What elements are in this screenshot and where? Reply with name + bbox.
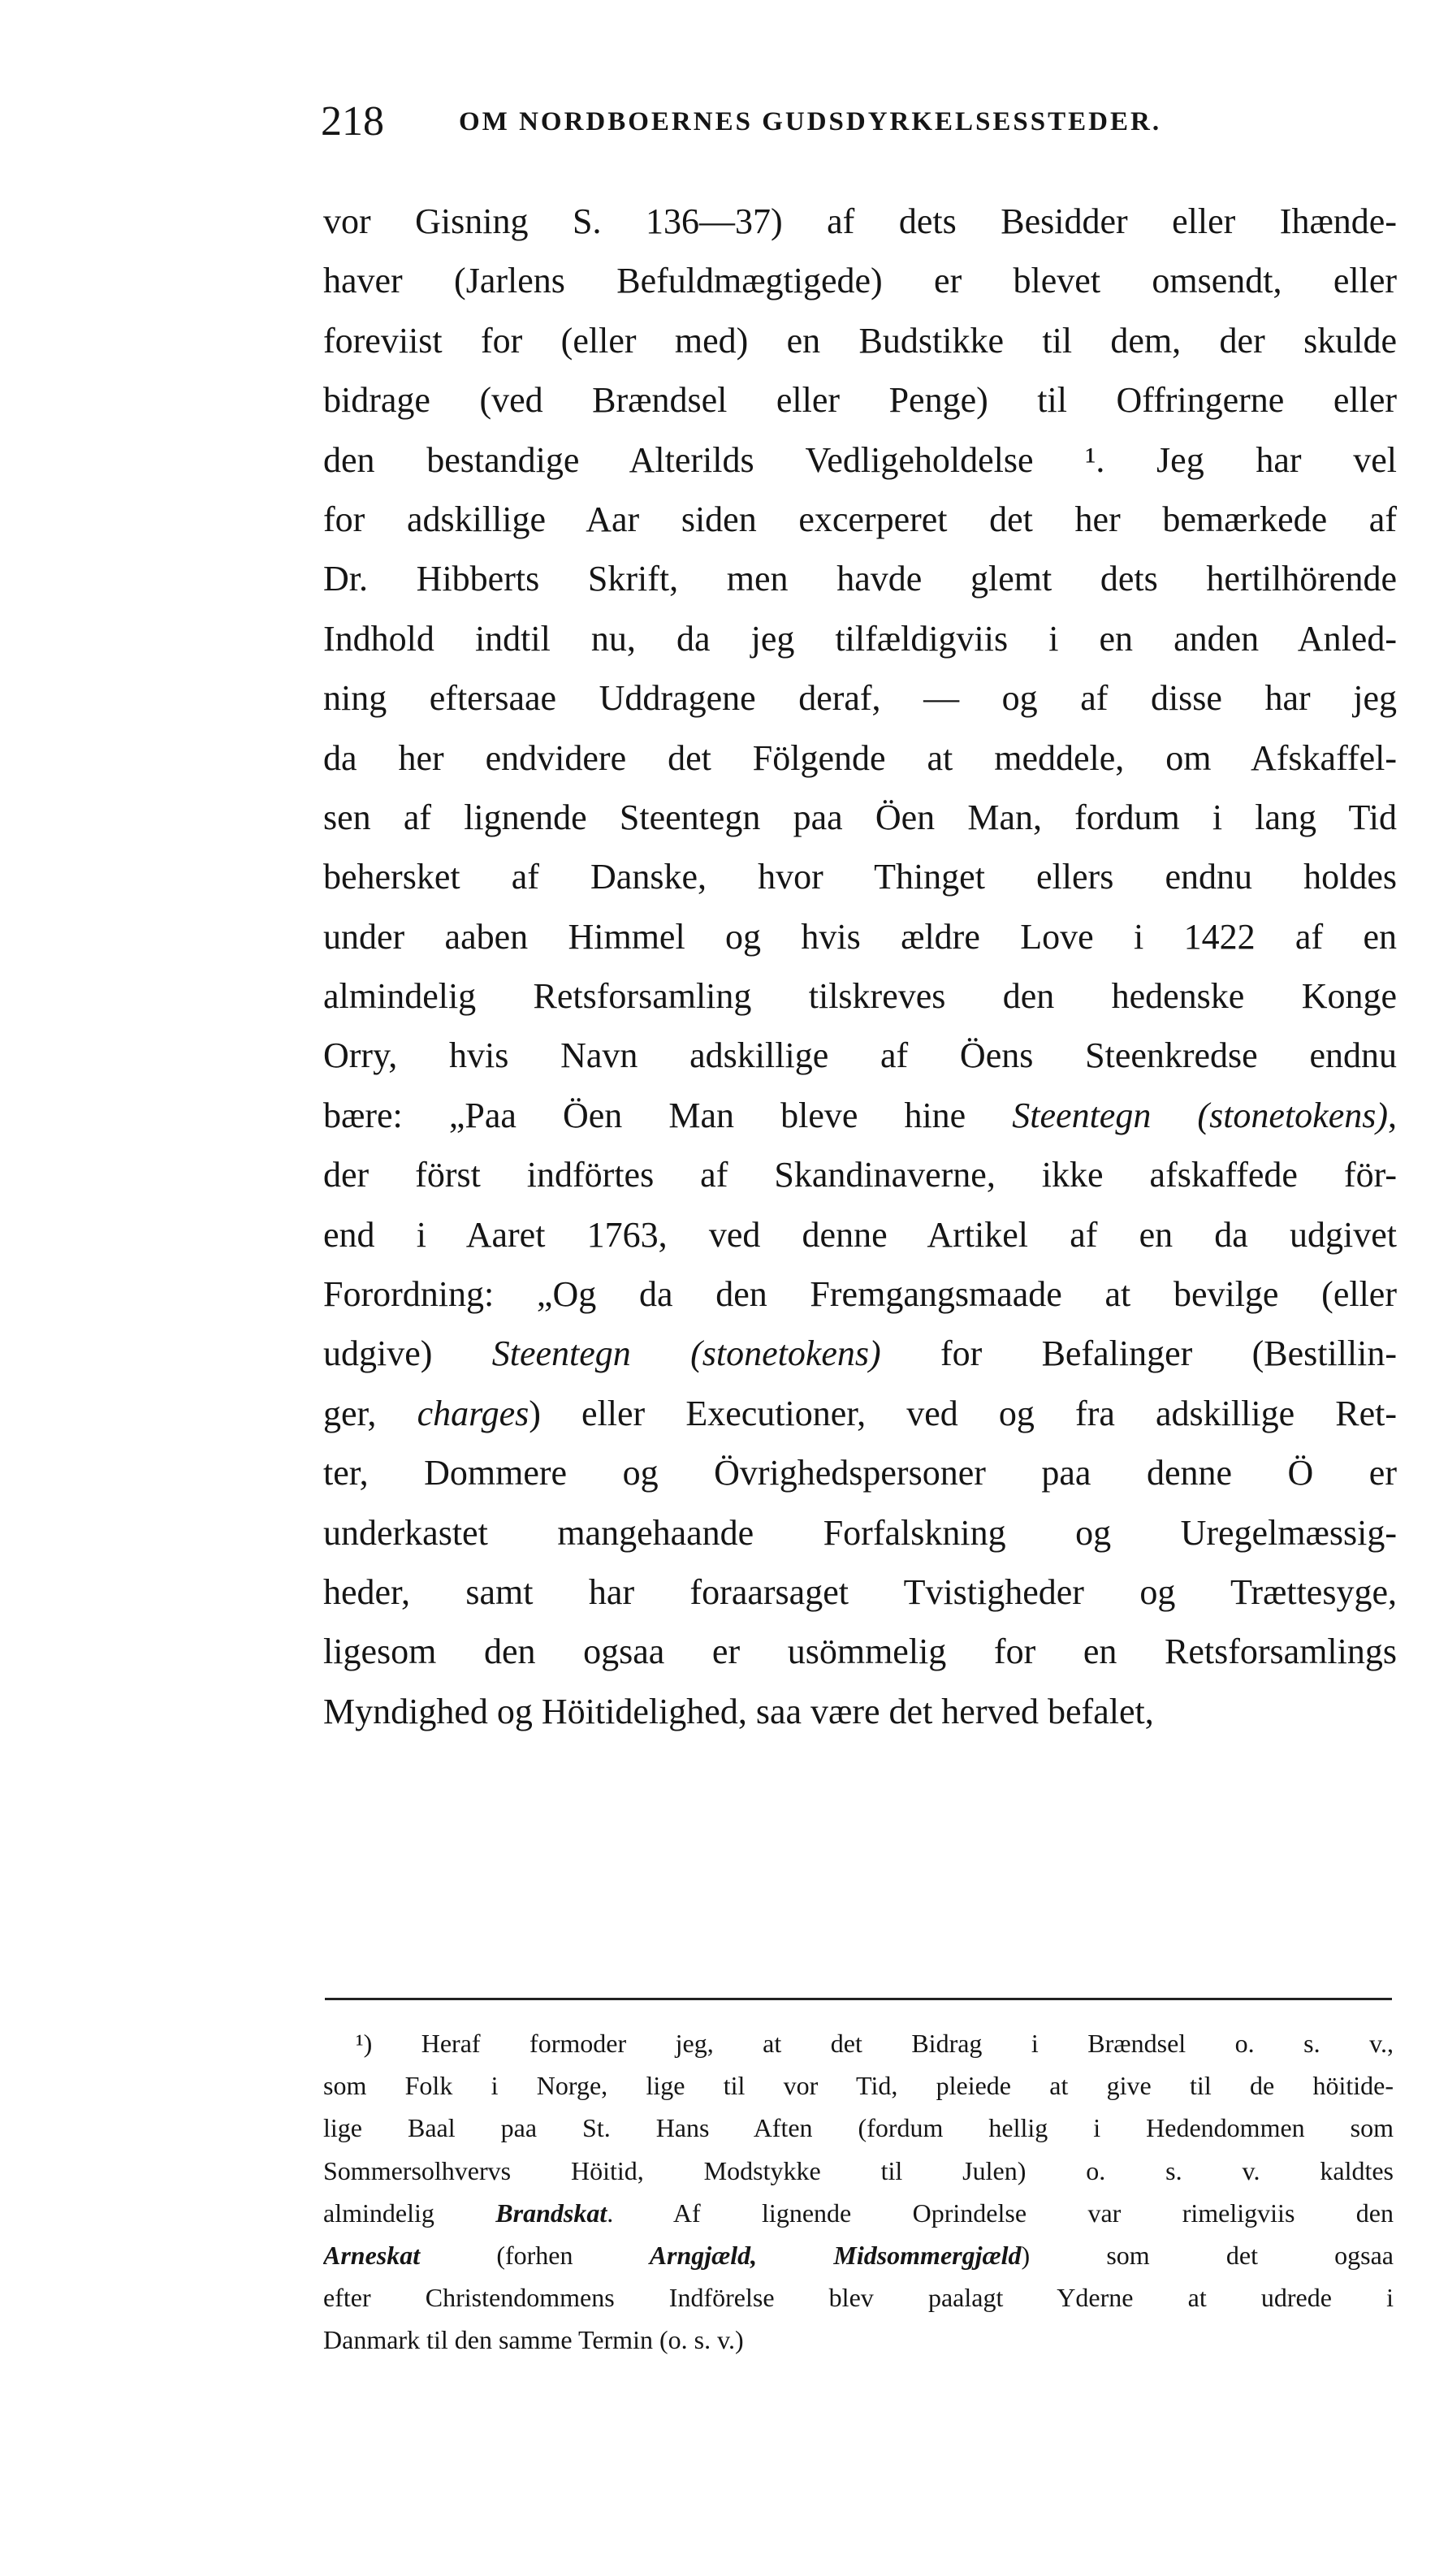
- text-line: bære: „Paa Öen Man bleve hine Steentegn (stonetokens),: [323, 1095, 1397, 1135]
- text-line: almindelig Retsforsamling tilskreves den hedenske Konge: [323, 976, 1397, 1017]
- text-line: udgive) Steentegn (stonetokens) for Befalinger (Bestillin-: [323, 1333, 1397, 1374]
- text-line: vor Gisning S. 136—37) af dets Besidder eller Ihænde-: [323, 201, 1397, 241]
- footnote-line: som Folk i Norge, lige til vor Tid, pleiede at give til de höitide-: [323, 2071, 1394, 2101]
- text-line: haver (Jarlens Befuldmægtigede) er blevet omsendt, eller: [323, 261, 1397, 301]
- text-line: under aaben Himmel og hvis ældre Love i 1422 af en: [323, 916, 1397, 957]
- footnote-line: ¹) Heraf formoder jeg, at det Bidrag i Brændsel o. s. v.,: [356, 2029, 1394, 2058]
- footnote-line: Sommersolhvervs Höitid, Modstykke til Julen) o. s. v. kaldtes: [323, 2155, 1394, 2185]
- footnote-line: lige Baal paa St. Hans Aften (fordum hellig i Hedendommen som: [323, 2113, 1394, 2143]
- text-line: Forordning: „Og da den Fremgangsmaade at bevilge (eller: [323, 1274, 1397, 1315]
- page-number: 218: [321, 98, 384, 145]
- footnote-line: Arneskat (forhen Arngjæld, Midsommergjæld) som det ogsaa: [323, 2240, 1394, 2270]
- text-line: ter, Dommere og Övrighedspersoner paa denne Ö er: [323, 1453, 1397, 1493]
- text-line: behersket af Danske, hvor Thinget ellers endnu holdes: [323, 857, 1397, 897]
- text-line: bidrage (ved Brændsel eller Penge) til Offringerne eller: [323, 380, 1397, 421]
- text-line: den bestandige Alterilds Vedligeholdelse ¹. Jeg har vel: [323, 439, 1397, 480]
- footnote-line: Danmark til den samme Termin (o. s. v.): [323, 2325, 744, 2355]
- footnote-line: almindelig Brandskat. Af lignende Oprindelse var rimeligviis den: [323, 2198, 1394, 2228]
- text-line: for adskillige Aar siden excerperet det her bemærkede af: [323, 499, 1397, 539]
- text-line: ligesom den ogsaa er usömmelig for en Retsforsamlings: [323, 1632, 1397, 1672]
- text-line: foreviist for (eller med) en Budstikke til dem, der skulde: [323, 320, 1397, 361]
- text-line: Indhold indtil nu, da jeg tilfældigviis i en anden Anled-: [323, 618, 1397, 659]
- text-line: Myndighed og Höitidelighed, saa være det herved befalet,: [323, 1691, 1154, 1731]
- footnote-divider: [325, 1998, 1392, 2000]
- text-line: end i Aaret 1763, ved denne Artikel af en da udgivet: [323, 1214, 1397, 1255]
- text-line: ning eftersaae Uddragene deraf, — og af disse har jeg: [323, 678, 1397, 719]
- text-line: der först indförtes af Skandinaverne, ikke afskaffede för-: [323, 1155, 1397, 1195]
- running-title: OM NORDBOERNES GUDSDYRKELSESSTEDER.: [459, 107, 1162, 136]
- text-line: ger, charges) eller Executioner, ved og fra adskillige Ret-: [323, 1393, 1397, 1433]
- text-line: da her endvidere det Fölgende at meddele, om Afskaffel-: [323, 737, 1397, 778]
- footnote: [323, 2022, 1394, 2362]
- body-text: [323, 192, 1397, 1741]
- text-line: sen af lignende Steentegn paa Öen Man, fordum i lang Tid: [323, 797, 1397, 837]
- text-line: Orry, hvis Navn adskillige af Öens Steenkredse endnu: [323, 1035, 1397, 1076]
- running-head: [321, 97, 1312, 146]
- footnote-line: efter Christendommens Indförelse blev paalagt Yderne at udrede i: [323, 2283, 1394, 2313]
- text-line: heder, samt har foraarsaget Tvistigheder og Trættesyge,: [323, 1571, 1397, 1612]
- text-line: Dr. Hibberts Skrift, men havde glemt dets hertilhörende: [323, 559, 1397, 599]
- text-line: underkastet mangehaande Forfalskning og Uregelmæssig-: [323, 1512, 1397, 1553]
